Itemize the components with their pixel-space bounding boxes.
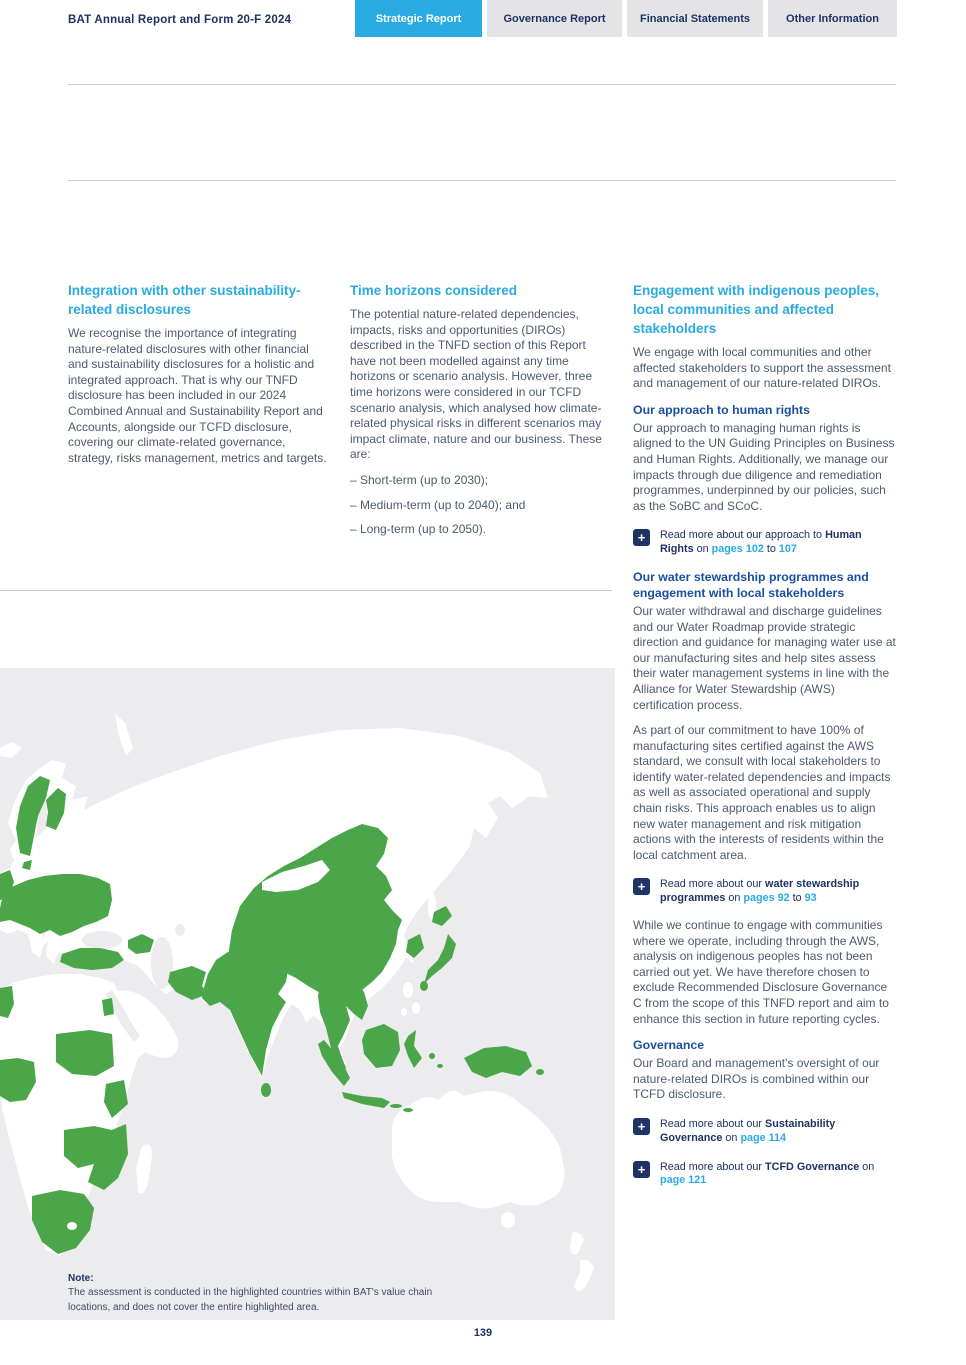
map-island-philippines-1 [403, 982, 413, 998]
paragraph-governance: Our Board and management's oversight of our nature-related DIROs is combined within our TCFD disclosure. [633, 1056, 880, 1102]
readmore-tcfd-governance[interactable] [633, 1160, 897, 1189]
map-region-japan-kyushu [420, 981, 428, 991]
section-tabs [355, 0, 897, 37]
column-engagement [633, 281, 897, 1200]
divider-top [68, 84, 896, 85]
tab-strategic-report[interactable]: Strategic Report [355, 0, 482, 37]
plus-icon: + [633, 529, 650, 546]
bullet-medium-term: – Medium-term (up to 2040); and [350, 497, 526, 512]
map-aral-sea [175, 924, 185, 936]
map-region-lesser-sunda-1 [390, 1104, 402, 1108]
heading-time-horizons: Time horizons considered [350, 283, 518, 298]
readmore-sustainability-governance-text: Read more about our Sustainability Governance on page 114 [660, 1117, 836, 1144]
paragraph-aws-indigenous: While we continue to engage with communities where we operate, including through the AWS, analysis on indigenous peoples has not been carried out yet. We have therefore chosen to exclude Recommended Disclosure Governance C from the scope of this TNFD report and aim to enhance this section in future reporting cycles. [633, 918, 889, 1026]
heading-integration: Integration with other sustainability-related disclosures [68, 283, 301, 317]
readmore-water-stewardship[interactable] [633, 877, 897, 906]
map-note-text: The assessment is conducted in the highlighted countries within BAT's value chain locations, and does not cover the entire highlighted area. [68, 1287, 433, 1313]
paragraph-water-1: Our water withdrawal and discharge guidelines and our Water Roadmap provide strategic direction and guidance for managing water use at our manufacturing sites and help sites assess their water management systems in line with the Alliance for Water Stewardship (AWS) certification process. [633, 603, 896, 712]
readmore-human-rights[interactable] [633, 528, 897, 557]
paragraph-engagement: We engage with local communities and other affected stakeholders to support the assessment and management of our nature-related DIROs. [633, 345, 891, 391]
plus-icon: + [633, 1118, 650, 1135]
readmore-human-rights-text: Read more about our approach to Human Rights on pages 102 to 107 [660, 529, 862, 556]
map-region-lesotho [67, 1222, 77, 1230]
world-map [0, 668, 615, 1320]
paragraph-time-horizons: The potential nature-related dependencies, impacts, risks and opportunities (DIROs) described in the TNFD section of this Report have not been modelled against any time horizons or scenario analysis. However, three time horizons were considered in our TCFD scenario analysis, which analysed how climate-related physical risks in different scenarios may impact climate, nature and our business. These are: [350, 307, 602, 462]
tab-other-information[interactable]: Other Information [768, 0, 897, 37]
paragraph-water-2: As part of our commitment to have 100% of manufacturing sites certified against the AWS standard, we consult with local stakeholders to identify water-related dependencies and impacts as well as associated operational and supply chain risks. This approach enables us to align new water management and risk mitigation actions with the interests of residents within the local catchment area. [633, 723, 891, 862]
heading-engagement: Engagement with indigenous peoples, local communities and affected stakeholders [633, 283, 880, 336]
tab-financial-statements[interactable]: Financial Statements [627, 0, 763, 37]
subheading-governance: Governance [633, 1038, 705, 1053]
map-region-maluku-1 [429, 1053, 435, 1059]
map-island-tasmania [501, 1212, 515, 1228]
map-region-levant [102, 998, 114, 1016]
map-region-maluku-2 [437, 1064, 443, 1068]
page-number: 139 [473, 1327, 493, 1339]
plus-icon: + [633, 1161, 650, 1178]
column-integration [68, 281, 331, 476]
bullet-short-term: – Short-term (up to 2030); [350, 472, 489, 487]
map-region-sri-lanka [261, 1083, 271, 1097]
map-island-philippines-3 [401, 1008, 407, 1016]
plus-icon: + [633, 878, 650, 895]
document-title: BAT Annual Report and Form 20-F 2024 [68, 14, 292, 26]
divider-map [0, 590, 612, 591]
bullet-long-term: – Long-term (up to 2050). [350, 522, 487, 537]
map-black-sea [82, 931, 122, 949]
map-region-new-guinea-island [536, 1069, 544, 1075]
readmore-sustainability-governance[interactable] [633, 1117, 897, 1146]
readmore-water-text: Read more about our water stewardship programmes on pages 92 to 93 [660, 878, 860, 905]
map-region-lesser-sunda-2 [403, 1108, 413, 1112]
paragraph-human-rights: Our approach to managing human rights is aligned to the UN Guiding Principles on Business and Human Rights. Additionally, we manage our impacts through due diligence and remediation programmes, underpinned by our policies, such as the SoBC and SCoC. [633, 420, 895, 513]
map-island-philippines-2 [412, 1002, 420, 1014]
paragraph-integration: We recognise the importance of integrating nature-related disclosures with other financial and sustainability disclosures for a holistic and integrated approach. That is why our TNFD disclosure has been included in our 2024 Combined Annual and Sustainability Report and Accounts, alongside our TCFD disclosure, covering our climate-related governance, strategy, risks management, metrics and targets. [68, 326, 327, 465]
subheading-human-rights: Our approach to human rights [633, 402, 810, 417]
column-time-horizons [350, 281, 613, 547]
map-note-label: Note: [68, 1273, 94, 1284]
divider-header [68, 180, 896, 181]
tab-governance-report[interactable]: Governance Report [487, 0, 622, 37]
map-note [68, 1272, 448, 1315]
subheading-water-stewardship: Our water stewardship programmes and engagement with local stakeholders [633, 569, 869, 600]
value-chain-map [0, 668, 615, 1320]
readmore-tcfd-governance-text: Read more about our TCFD Governance on page 121 [660, 1160, 875, 1187]
